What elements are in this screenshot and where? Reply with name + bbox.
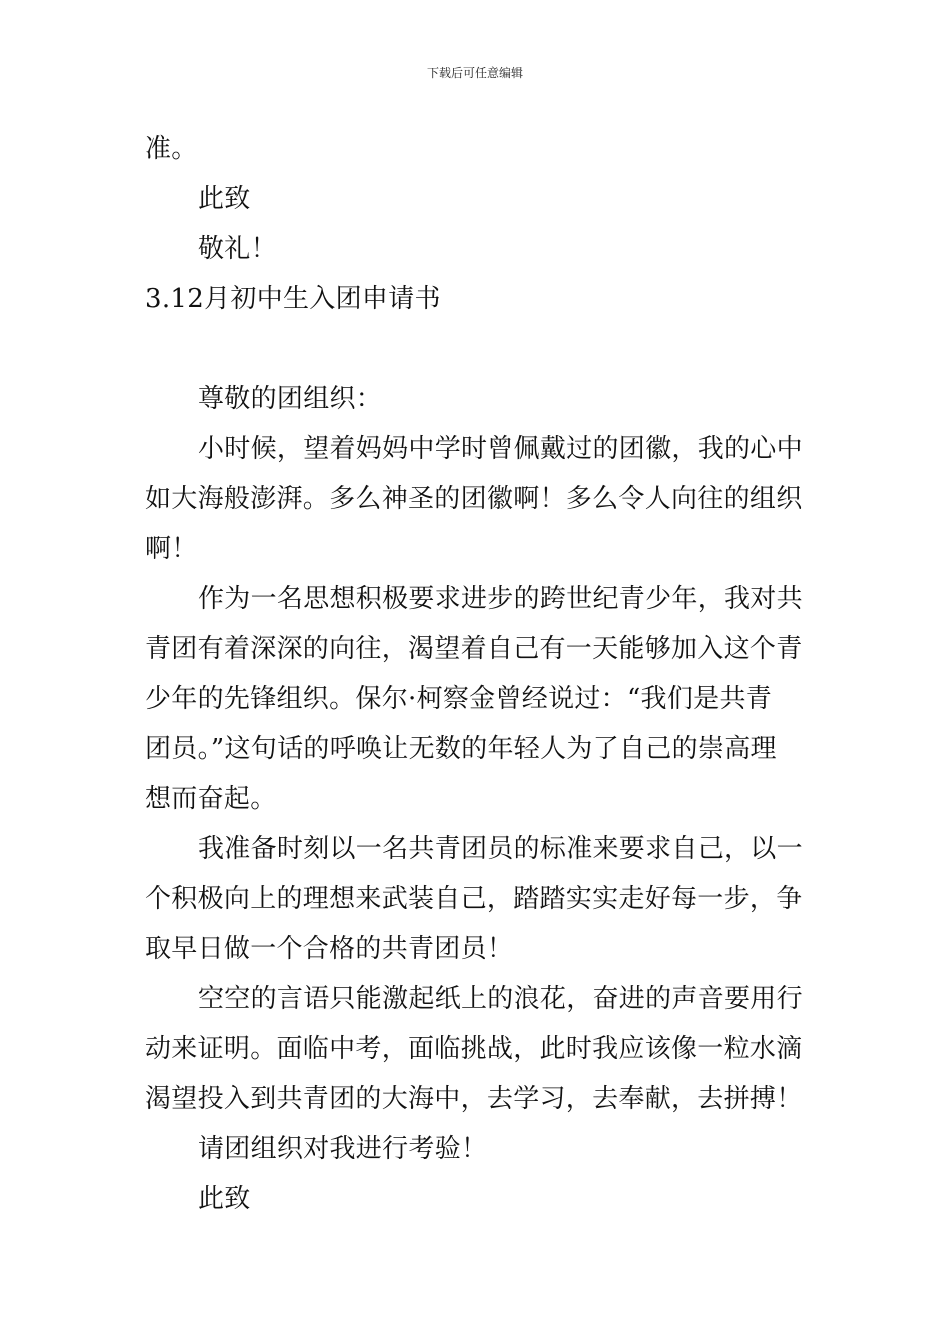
paragraphs <box>145 424 815 1224</box>
paragraph-line: 小时候，望着妈妈中学时曾佩戴过的团徽，我的心中 <box>198 434 803 464</box>
paragraph-line: 此致 <box>198 1184 251 1214</box>
paragraph-line: 啊！ <box>145 534 198 564</box>
page-header: 下载后可任意编辑 <box>426 66 523 80</box>
paragraph <box>145 974 815 1124</box>
paragraph-line: 个积极向上的理想来武装自己，踏踏实实走好每一步，争 <box>145 884 803 914</box>
paragraph-line: 渴望投入到共青团的大海中，去学习，去奉献，去拼搏！ <box>145 1084 803 1114</box>
paragraph-line: 请团组织对我进行考验！ <box>198 1134 488 1164</box>
text-line: 准。 <box>145 134 198 164</box>
paragraph <box>145 574 815 824</box>
paragraph-line: 取早日做一个合格的共青团员！ <box>145 934 514 964</box>
paragraph-line: 想而奋起。 <box>145 784 277 814</box>
closing-line: 此致 <box>198 184 251 214</box>
paragraph <box>145 424 815 574</box>
paragraph-line: 少年的先锋组织。保尔·柯察金曾经说过：“我们是共青 <box>145 684 773 714</box>
paragraph-line: 作为一名思想积极要求进步的跨世纪青少年，我对共 <box>198 584 803 614</box>
closing-line: 敬礼！ <box>198 234 277 264</box>
paragraph <box>145 824 815 974</box>
paragraph-line: 动来证明。面临中考，面临挑战，此时我应该像一粒水滴 <box>145 1034 803 1064</box>
paragraph-line: 青团有着深深的向往，渴望着自己有一天能够加入这个青 <box>145 634 803 664</box>
salutation: 尊敬的团组织： <box>198 384 383 414</box>
paragraph <box>145 1124 815 1174</box>
paragraph-line: 空空的言语只能激起纸上的浪花，奋进的声音要用行 <box>198 984 803 1014</box>
section-heading: 3.12月初中生入团申请书 <box>145 284 441 314</box>
document-body <box>145 124 815 1224</box>
paragraph <box>145 1174 815 1224</box>
paragraph-line: 我准备时刻以一名共青团员的标准来要求自己，以一 <box>198 834 803 864</box>
paragraph-line: 团员。”这句话的呼唤让无数的年轻人为了自己的崇高理 <box>145 734 777 764</box>
paragraph-line: 如大海般澎湃。多么神圣的团徽啊！多么令人向往的组织 <box>145 484 803 514</box>
